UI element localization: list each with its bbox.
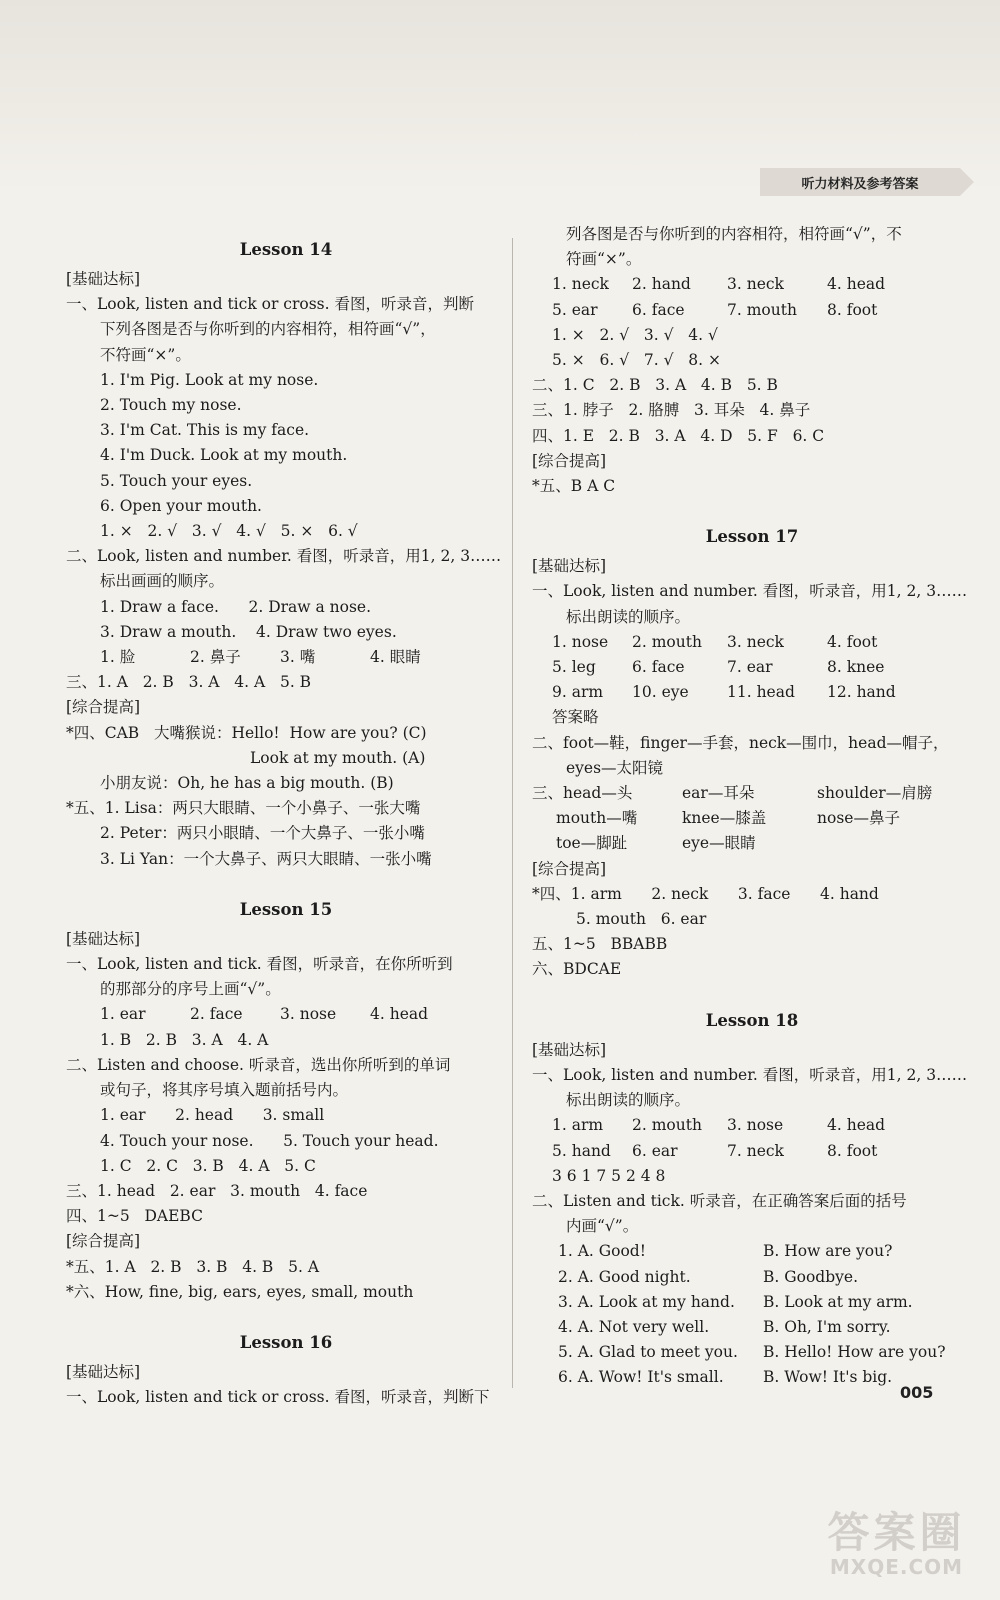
list-item: 9. arm (552, 683, 604, 702)
list-item: 7. neck (727, 1141, 784, 1160)
list-item: 4. head (827, 1116, 886, 1135)
list-item: 5. ear (552, 300, 598, 319)
answer-cell: mouth—嘴 (556, 809, 638, 828)
answer-line: eyes—太阳镜 (566, 758, 664, 777)
answer-line: 三、1. head 2. ear 3. mouth 4. face (66, 1181, 368, 1200)
answer-cell: 1. 脸 (100, 648, 136, 667)
question-text: 二、Listen and choose. 听录音，选出你所听到的单词 (66, 1055, 451, 1074)
list-item: 3. neck (727, 275, 784, 294)
page-number: 005 (900, 1383, 934, 1402)
list-item: 1. ear (100, 1005, 146, 1024)
list-item: 8. foot (827, 300, 878, 319)
question-text: 标出朗读的顺序。 (566, 1091, 691, 1110)
answer-cell: toe—脚趾 (556, 834, 628, 853)
list-item: 6. face (632, 300, 685, 319)
choice-a: 5. A. Glad to meet you. (558, 1343, 738, 1362)
answer-cell: 4. 眼睛 (370, 648, 421, 667)
choice-b: B. Wow! It's big. (763, 1368, 893, 1387)
answer-line: *四、CAB 大嘴猴说：Hello! How are you? (C) (66, 723, 427, 742)
watermark-logo (809, 1510, 984, 1586)
list-item: 7. mouth (727, 300, 797, 319)
list-item: 6. Open your mouth. (100, 496, 262, 515)
lesson-14-title: Lesson 14 (239, 240, 333, 259)
answer-line: *五、1. A 2. B 3. B 4. B 5. A (66, 1257, 320, 1276)
item-row (532, 1113, 972, 1163)
choice-a: 6. A. Wow! It's small. (558, 1368, 724, 1387)
list-item: 2. face (190, 1005, 243, 1024)
list-item: 5. hand (552, 1141, 611, 1160)
list-item: 4. head (827, 275, 886, 294)
list-item: 1. ear 2. head 3. small (100, 1106, 325, 1125)
lesson-17-title: Lesson 17 (705, 527, 799, 547)
answer-cell: shoulder—肩膀 (817, 784, 933, 803)
section-label: [基础达标] (532, 1040, 607, 1059)
list-item: 4. head (370, 1005, 429, 1024)
answer-line: 3. Li Yan：一个大鼻子、两只大眼睛、一张小嘴 (100, 849, 432, 868)
list-item: 11. head (727, 683, 795, 702)
section-label: [综合提高] (66, 698, 141, 717)
question-text: 的那部分的序号上画“√”。 (100, 980, 281, 999)
choice-a: 2. A. Good night. (558, 1267, 691, 1286)
list-item: 2. Touch my nose. (100, 396, 242, 415)
answer-line: 答案略 (552, 708, 599, 727)
answer-line: 1. C 2. C 3. B 4. A 5. C (100, 1156, 316, 1175)
list-item: 3. Draw a mouth. 4. Draw two eyes. (100, 622, 397, 641)
answer-line: 1. × 2. √ 3. √ 4. √ 5. × 6. √ (100, 522, 358, 541)
lesson-15-title: Lesson 15 (239, 899, 333, 919)
lesson-18-title: Lesson 18 (705, 1010, 799, 1030)
list-item: 6. ear (632, 1141, 678, 1160)
question-text: 一、Look, listen and number. 看图，听录音，用1, 2, 3…… (532, 1065, 968, 1084)
list-item: 7. ear (727, 658, 773, 677)
left-column (66, 234, 506, 1410)
answer-line: *四、1. arm 2. neck 3. face 4. hand (532, 884, 879, 903)
question-text: 列各图是否与你听到的内容相符，相符画“√”，不 (566, 225, 902, 243)
answer-line: *五、1. Lisa：两只大眼睛、一个小鼻子、一张大嘴 (66, 799, 421, 818)
answer-line: 小朋友说：Oh, he has a big mouth. (B) (100, 774, 394, 793)
choice-b: B. Oh, I'm sorry. (763, 1317, 891, 1336)
answer-row (66, 645, 506, 670)
list-item: 12. hand (827, 683, 896, 702)
list-item: 2. hand (632, 275, 691, 294)
question-text: 标出朗读的顺序。 (566, 607, 691, 626)
question-text: 二、Listen and tick. 听录音，在正确答案后面的括号 (532, 1191, 907, 1210)
choice-b: B. Hello! How are you? (763, 1343, 946, 1362)
header-title: 听力材料及参考答案 (801, 176, 919, 192)
choice-a: 3. A. Look at my hand. (558, 1292, 735, 1311)
answer-line: 四、1~5 DAEBC (66, 1207, 203, 1226)
question-text: 内画“√”。 (566, 1217, 639, 1236)
answer-cell: ear—耳朵 (682, 784, 755, 803)
answer-grid (532, 781, 972, 857)
answer-cell: 2. 鼻子 (190, 648, 241, 667)
list-item: 1. neck (552, 275, 609, 294)
section-label: [基础达标] (532, 557, 607, 576)
choice-grid (532, 1239, 972, 1390)
answer-line: 二、foot—鞋，finger—手套，neck—围巾，head—帽子， (532, 733, 949, 752)
answer-line: 二、1. C 2. B 3. A 4. B 5. B (532, 376, 778, 395)
question-text: 一、Look, listen and tick or cross. 看图，听录音，判断 (66, 295, 474, 314)
right-column (532, 222, 972, 1391)
list-item: 10. eye (632, 683, 689, 702)
answer-line: 5. mouth 6. ear (576, 910, 707, 929)
section-label: [基础达标] (66, 1362, 141, 1381)
answer-line: 三、1. 脖子 2. 胳膊 3. 耳朵 4. 鼻子 (532, 401, 811, 420)
item-row (66, 1002, 506, 1027)
watermark-main: 答案圈 (827, 1508, 966, 1557)
item-row (532, 630, 972, 706)
section-label: [基础达标] (66, 929, 141, 948)
list-item: 1. nose (552, 632, 609, 651)
list-item: 6. face (632, 658, 685, 677)
question-text: 下列各图是否与你听到的内容相符，相符画“√”， (100, 320, 436, 339)
list-item: 2. mouth (632, 1116, 702, 1135)
header-arrow-icon (960, 168, 974, 196)
answer-cell: eye—眼睛 (682, 834, 756, 853)
answer-line: 1. B 2. B 3. A 4. A (100, 1030, 269, 1049)
watermark-sub: MXQE.COM (829, 1555, 964, 1579)
item-row (532, 272, 972, 322)
list-item: 1. arm (552, 1116, 604, 1135)
section-label: [综合提高] (532, 859, 607, 878)
lesson-16-title: Lesson 16 (239, 1332, 333, 1352)
list-item: 3. I'm Cat. This is my face. (100, 421, 310, 440)
list-item: 4. Touch your nose. 5. Touch your head. (100, 1131, 439, 1150)
answer-line: *五、B A C (532, 477, 616, 496)
choice-b: B. How are you? (763, 1242, 893, 1261)
choice-b: B. Look at my arm. (763, 1292, 913, 1311)
header-tab (760, 168, 960, 196)
list-item: 3. nose (280, 1005, 337, 1024)
question-text: 或句子，将其序号填入题前括号内。 (100, 1081, 349, 1100)
question-text: 不符画“×”。 (100, 345, 191, 364)
question-text: 符画“×”。 (566, 250, 642, 269)
list-item: 5. Touch your eyes. (100, 471, 253, 490)
section-label: [综合提高] (532, 451, 607, 470)
answer-line: 五、1~5 BBABB (532, 935, 668, 954)
answer-line: *六、How, fine, big, ears, eyes, small, mouth (66, 1282, 414, 1301)
section-label: [基础达标] (66, 270, 141, 288)
answer-line: 1. × 2. √ 3. √ 4. √ (552, 325, 718, 344)
answer-line: 2. Peter：两只小眼睛、一个大鼻子、一张小嘴 (100, 824, 425, 843)
question-text: 一、Look, listen and number. 看图，听录音，用1, 2, 3…… (532, 582, 968, 601)
answer-cell: 三、head—头 (532, 784, 633, 803)
answer-cell: nose—鼻子 (817, 809, 900, 828)
answer-cell: 3. 嘴 (280, 648, 316, 667)
list-item: 1. I'm Pig. Look at my nose. (100, 370, 319, 389)
list-item: 8. foot (827, 1141, 878, 1160)
answer-line: 三、1. A 2. B 3. A 4. A 5. B (66, 673, 312, 692)
list-item: 8. knee (827, 658, 885, 677)
column-divider (512, 238, 513, 1388)
question-text: 二、Look, listen and number. 看图，听录音，用1, 2, 3…… (66, 547, 502, 566)
answer-line: 5. × 6. √ 7. √ 8. × (552, 351, 721, 370)
question-text: 一、Look, listen and tick or cross. 看图，听录音，判断下 (66, 1388, 490, 1407)
answer-line: 六、BDCAE (532, 960, 622, 979)
choice-b: B. Goodbye. (763, 1267, 858, 1286)
list-item: 1. Draw a face. 2. Draw a nose. (100, 597, 372, 616)
list-item: 4. I'm Duck. Look at my mouth. (100, 446, 348, 465)
question-text: 标出画画的顺序。 (100, 572, 225, 591)
answer-line: Look at my mouth. (A) (250, 748, 426, 767)
top-band (0, 0, 1000, 190)
answer-line: 四、1. E 2. B 3. A 4. D 5. F 6. C (532, 426, 825, 445)
choice-a: 4. A. Not very well. (558, 1317, 710, 1336)
list-item: 5. leg (552, 658, 596, 677)
list-item: 3. neck (727, 632, 784, 651)
choice-a: 1. A. Good! (558, 1242, 646, 1261)
list-item: 3. nose (727, 1116, 784, 1135)
answer-cell: knee—膝盖 (682, 809, 767, 828)
answer-line: 3 6 1 7 5 2 4 8 (552, 1166, 666, 1185)
list-item: 2. mouth (632, 632, 702, 651)
section-label: [综合提高] (66, 1232, 141, 1251)
question-text: 一、Look, listen and tick. 看图，听录音，在你所听到 (66, 955, 453, 974)
list-item: 4. foot (827, 632, 878, 651)
